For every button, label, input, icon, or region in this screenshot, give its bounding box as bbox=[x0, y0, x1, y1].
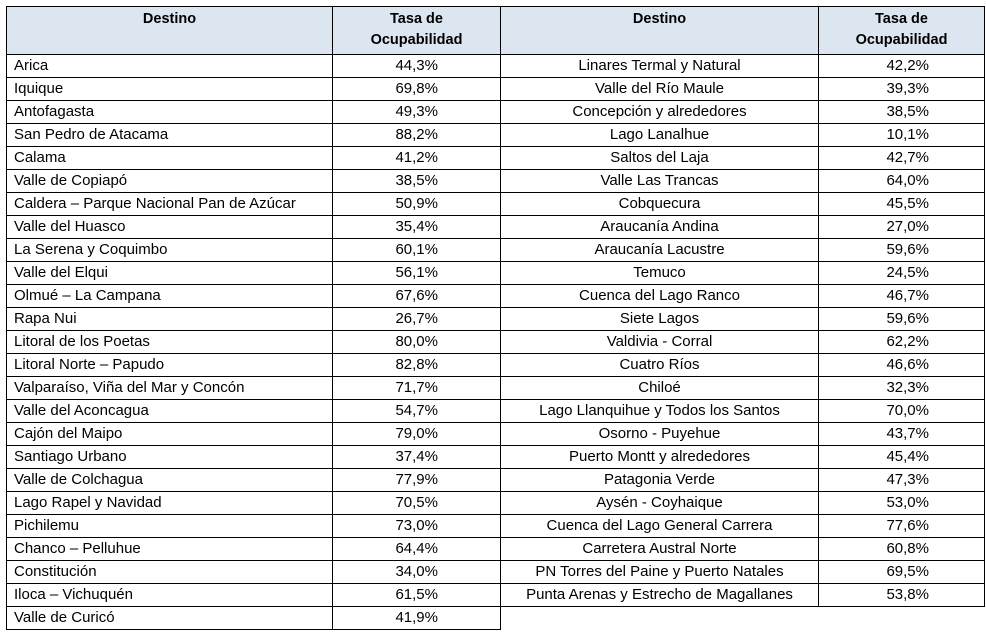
table-row bbox=[7, 147, 501, 170]
destino-cell: Concepción y alrededores bbox=[501, 101, 819, 124]
header-tasa-line1: Tasa de bbox=[875, 11, 928, 27]
destino-cell: Temuco bbox=[501, 262, 819, 285]
destino-cell: Valle del Huasco bbox=[7, 216, 333, 239]
tasa-cell: 80,0% bbox=[333, 331, 501, 354]
destino-cell: Iloca – Vichuquén bbox=[7, 584, 333, 607]
destino-cell: Linares Termal y Natural bbox=[501, 55, 819, 78]
table-row bbox=[501, 124, 985, 147]
tasa-cell: 46,7% bbox=[819, 285, 985, 308]
tasa-cell: 70,5% bbox=[333, 492, 501, 515]
tasa-cell: 50,9% bbox=[333, 193, 501, 216]
destino-cell: San Pedro de Atacama bbox=[7, 124, 333, 147]
table-row bbox=[7, 492, 501, 515]
table-row bbox=[7, 354, 501, 377]
table-row bbox=[501, 78, 985, 101]
tasa-cell: 54,7% bbox=[333, 400, 501, 423]
table-row bbox=[7, 101, 501, 124]
tasa-cell: 56,1% bbox=[333, 262, 501, 285]
table-row bbox=[501, 354, 985, 377]
table-row bbox=[7, 308, 501, 331]
destino-cell: Osorno - Puyehue bbox=[501, 423, 819, 446]
destino-cell: Valle de Colchagua bbox=[7, 469, 333, 492]
tasa-cell: 77,6% bbox=[819, 515, 985, 538]
tasa-cell: 53,0% bbox=[819, 492, 985, 515]
table-row bbox=[501, 331, 985, 354]
destino-cell: Santiago Urbano bbox=[7, 446, 333, 469]
table-row bbox=[7, 285, 501, 308]
table-row bbox=[501, 262, 985, 285]
header-tasa-line2: Ocupabilidad bbox=[370, 32, 463, 48]
tasa-cell: 35,4% bbox=[333, 216, 501, 239]
destino-cell: Olmué – La Campana bbox=[7, 285, 333, 308]
tasa-cell: 37,4% bbox=[333, 446, 501, 469]
destino-cell: Chanco – Pelluhue bbox=[7, 538, 333, 561]
tasa-cell: 60,1% bbox=[333, 239, 501, 262]
tasa-cell: 47,3% bbox=[819, 469, 985, 492]
tasa-cell: 38,5% bbox=[333, 170, 501, 193]
destino-cell: Saltos del Laja bbox=[501, 147, 819, 170]
destino-cell: Cuenca del Lago General Carrera bbox=[501, 515, 819, 538]
table-body-left bbox=[7, 55, 501, 630]
destino-cell: Caldera – Parque Nacional Pan de Azúcar bbox=[7, 193, 333, 216]
table-row bbox=[7, 607, 501, 630]
destino-cell: Litoral de los Poetas bbox=[7, 331, 333, 354]
destino-cell: Valle Las Trancas bbox=[501, 170, 819, 193]
destino-cell: Lago Lanalhue bbox=[501, 124, 819, 147]
table-header-row bbox=[501, 7, 985, 55]
tasa-cell: 53,8% bbox=[819, 584, 985, 607]
table-row bbox=[501, 377, 985, 400]
destino-cell: La Serena y Coquimbo bbox=[7, 239, 333, 262]
destino-cell: Valdivia - Corral bbox=[501, 331, 819, 354]
tasa-cell: 43,7% bbox=[819, 423, 985, 446]
destino-cell: Lago Rapel y Navidad bbox=[7, 492, 333, 515]
destino-cell: Calama bbox=[7, 147, 333, 170]
tasa-cell: 41,9% bbox=[333, 607, 501, 630]
table-row bbox=[501, 101, 985, 124]
table-row bbox=[501, 216, 985, 239]
tasa-cell: 46,6% bbox=[819, 354, 985, 377]
destino-cell: Araucanía Andina bbox=[501, 216, 819, 239]
tasa-cell: 39,3% bbox=[819, 78, 985, 101]
table-row bbox=[501, 193, 985, 216]
table-row bbox=[501, 584, 985, 607]
tasa-cell: 41,2% bbox=[333, 147, 501, 170]
table-row bbox=[501, 239, 985, 262]
destino-cell: Chiloé bbox=[501, 377, 819, 400]
table-row bbox=[7, 55, 501, 78]
tasa-cell: 60,8% bbox=[819, 538, 985, 561]
header-tasa bbox=[819, 7, 985, 55]
destino-cell: Siete Lagos bbox=[501, 308, 819, 331]
tasa-cell: 42,2% bbox=[819, 55, 985, 78]
table-row bbox=[7, 78, 501, 101]
destino-cell: Valle del Río Maule bbox=[501, 78, 819, 101]
header-destino: Destino bbox=[7, 7, 333, 55]
tasa-cell: 70,0% bbox=[819, 400, 985, 423]
destino-cell: Iquique bbox=[7, 78, 333, 101]
table-body-right bbox=[501, 55, 985, 607]
occupancy-table-left bbox=[6, 6, 501, 630]
destino-cell: Valle de Copiapó bbox=[7, 170, 333, 193]
table-row bbox=[501, 423, 985, 446]
tasa-cell: 32,3% bbox=[819, 377, 985, 400]
tasa-cell: 45,5% bbox=[819, 193, 985, 216]
header-destino: Destino bbox=[501, 7, 819, 55]
destino-cell: Pichilemu bbox=[7, 515, 333, 538]
destino-cell: Arica bbox=[7, 55, 333, 78]
table-row bbox=[501, 147, 985, 170]
tasa-cell: 82,8% bbox=[333, 354, 501, 377]
destino-cell: Cuatro Ríos bbox=[501, 354, 819, 377]
tasa-cell: 77,9% bbox=[333, 469, 501, 492]
table-row bbox=[7, 561, 501, 584]
table-row bbox=[7, 538, 501, 561]
header-tasa-line2: Ocupabilidad bbox=[855, 32, 948, 48]
tasa-cell: 59,6% bbox=[819, 308, 985, 331]
tasa-cell: 49,3% bbox=[333, 101, 501, 124]
table-row bbox=[7, 400, 501, 423]
table-row bbox=[7, 262, 501, 285]
tasa-cell: 73,0% bbox=[333, 515, 501, 538]
tasa-cell: 69,8% bbox=[333, 78, 501, 101]
table-row bbox=[7, 446, 501, 469]
tasa-cell: 24,5% bbox=[819, 262, 985, 285]
table-row bbox=[7, 331, 501, 354]
tasa-cell: 38,5% bbox=[819, 101, 985, 124]
tasa-cell: 64,0% bbox=[819, 170, 985, 193]
table-row bbox=[7, 124, 501, 147]
tasa-cell: 71,7% bbox=[333, 377, 501, 400]
tasa-cell: 69,5% bbox=[819, 561, 985, 584]
tasa-cell: 42,7% bbox=[819, 147, 985, 170]
destino-cell: Cajón del Maipo bbox=[7, 423, 333, 446]
table-row bbox=[7, 216, 501, 239]
tasa-cell: 62,2% bbox=[819, 331, 985, 354]
table-row bbox=[7, 584, 501, 607]
destino-cell: Valparaíso, Viña del Mar y Concón bbox=[7, 377, 333, 400]
tasa-cell: 10,1% bbox=[819, 124, 985, 147]
tasa-cell: 61,5% bbox=[333, 584, 501, 607]
table-row bbox=[501, 469, 985, 492]
tasa-cell: 44,3% bbox=[333, 55, 501, 78]
destino-cell: Cuenca del Lago Ranco bbox=[501, 285, 819, 308]
table-row bbox=[501, 170, 985, 193]
destino-cell: Rapa Nui bbox=[7, 308, 333, 331]
destino-cell: Valle de Curicó bbox=[7, 607, 333, 630]
header-tasa-line1: Tasa de bbox=[390, 11, 443, 27]
destino-cell: Patagonia Verde bbox=[501, 469, 819, 492]
destino-cell: Valle del Aconcagua bbox=[7, 400, 333, 423]
tasa-cell: 64,4% bbox=[333, 538, 501, 561]
tasa-cell: 59,6% bbox=[819, 239, 985, 262]
tasa-cell: 79,0% bbox=[333, 423, 501, 446]
table-row bbox=[7, 239, 501, 262]
table-row bbox=[501, 446, 985, 469]
table-row bbox=[501, 492, 985, 515]
table-row bbox=[501, 308, 985, 331]
destino-cell: Aysén - Coyhaique bbox=[501, 492, 819, 515]
tasa-cell: 26,7% bbox=[333, 308, 501, 331]
tasa-cell: 45,4% bbox=[819, 446, 985, 469]
table-row bbox=[501, 561, 985, 584]
table-row bbox=[501, 55, 985, 78]
destino-cell: Carretera Austral Norte bbox=[501, 538, 819, 561]
destino-cell: Cobquecura bbox=[501, 193, 819, 216]
table-row bbox=[7, 377, 501, 400]
destino-cell: Lago Llanquihue y Todos los Santos bbox=[501, 400, 819, 423]
table-row bbox=[501, 285, 985, 308]
table-row bbox=[7, 515, 501, 538]
table-row bbox=[7, 469, 501, 492]
destino-cell: Litoral Norte – Papudo bbox=[7, 354, 333, 377]
table-row bbox=[501, 400, 985, 423]
destino-cell: Constitución bbox=[7, 561, 333, 584]
table-row bbox=[7, 170, 501, 193]
table-header-row bbox=[7, 7, 501, 55]
destino-cell: Puerto Montt y alrededores bbox=[501, 446, 819, 469]
destino-cell: Antofagasta bbox=[7, 101, 333, 124]
destino-cell: Valle del Elqui bbox=[7, 262, 333, 285]
tasa-cell: 88,2% bbox=[333, 124, 501, 147]
tasa-cell: 67,6% bbox=[333, 285, 501, 308]
table-row bbox=[7, 423, 501, 446]
destino-cell: Araucanía Lacustre bbox=[501, 239, 819, 262]
table-row bbox=[501, 538, 985, 561]
destino-cell: PN Torres del Paine y Puerto Natales bbox=[501, 561, 819, 584]
occupancy-table-right bbox=[500, 6, 985, 607]
table-row bbox=[7, 193, 501, 216]
tasa-cell: 27,0% bbox=[819, 216, 985, 239]
tasa-cell: 34,0% bbox=[333, 561, 501, 584]
table-row bbox=[501, 515, 985, 538]
header-tasa bbox=[333, 7, 501, 55]
destino-cell: Punta Arenas y Estrecho de Magallanes bbox=[501, 584, 819, 607]
